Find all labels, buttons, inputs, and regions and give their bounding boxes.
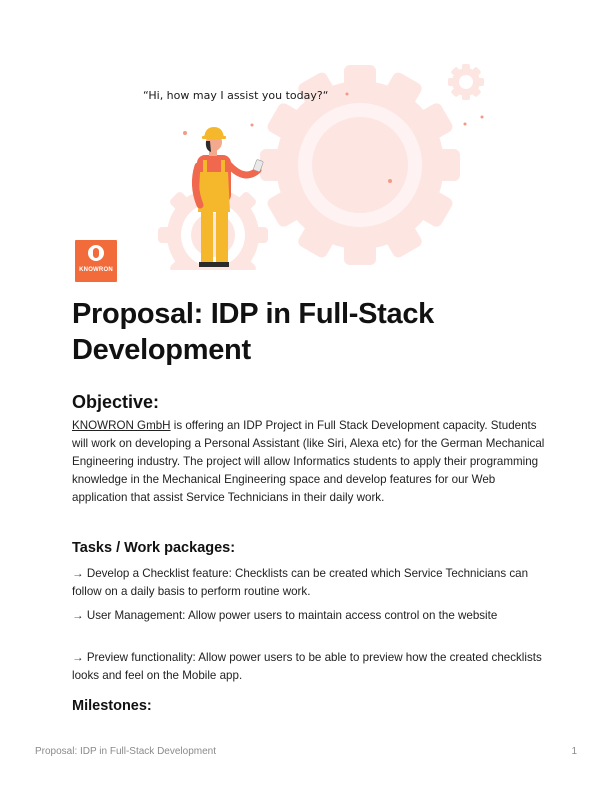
hero-illustration — [0, 0, 612, 270]
objective-text: is offering an IDP Project in Full Stack Development capacity. Students will work on developing a Personal Assistant (like Siri, Alexa etc) for the German Mechanical Engineering industry. The project will allow Informatics students to apply their programming knowledge in the Mechanical Engineering space and develop features for our Web application that assist Service Technicians in their daily work. — [72, 419, 545, 504]
company-logo — [75, 240, 117, 282]
page-title: Proposal: IDP in Full-Stack Development — [72, 298, 434, 366]
footer-title: Proposal: IDP in Full-Stack Development — [35, 746, 217, 757]
milestones-heading: Milestones: — [72, 698, 152, 714]
speech-bubble-text: “Hi, how may I assist you today?“ — [143, 89, 329, 102]
company-link[interactable]: KNOWRON GmbH — [72, 419, 171, 432]
objective-paragraph — [72, 417, 552, 507]
knowron-logo-icon — [88, 245, 104, 261]
task-item: → User Management: Allow power users to maintain access control on the website — [72, 609, 498, 622]
task-item: → Develop a Checklist feature: Checklists can be created which Service Technicians can follow on a daily basis to perform routine work. — [72, 567, 529, 598]
objective-heading: Objective: — [72, 392, 160, 412]
page-number: 1 — [571, 746, 577, 757]
hero-svg — [0, 0, 612, 270]
logo-wordmark: KNOWRON — [79, 267, 113, 273]
tiny-gear-icon — [448, 64, 484, 100]
tasks-heading: Tasks / Work packages: — [72, 540, 236, 556]
task-item: → Preview functionality: Allow power users to be able to preview how the created checklists looks and feel on the Mobile app. — [72, 651, 542, 682]
